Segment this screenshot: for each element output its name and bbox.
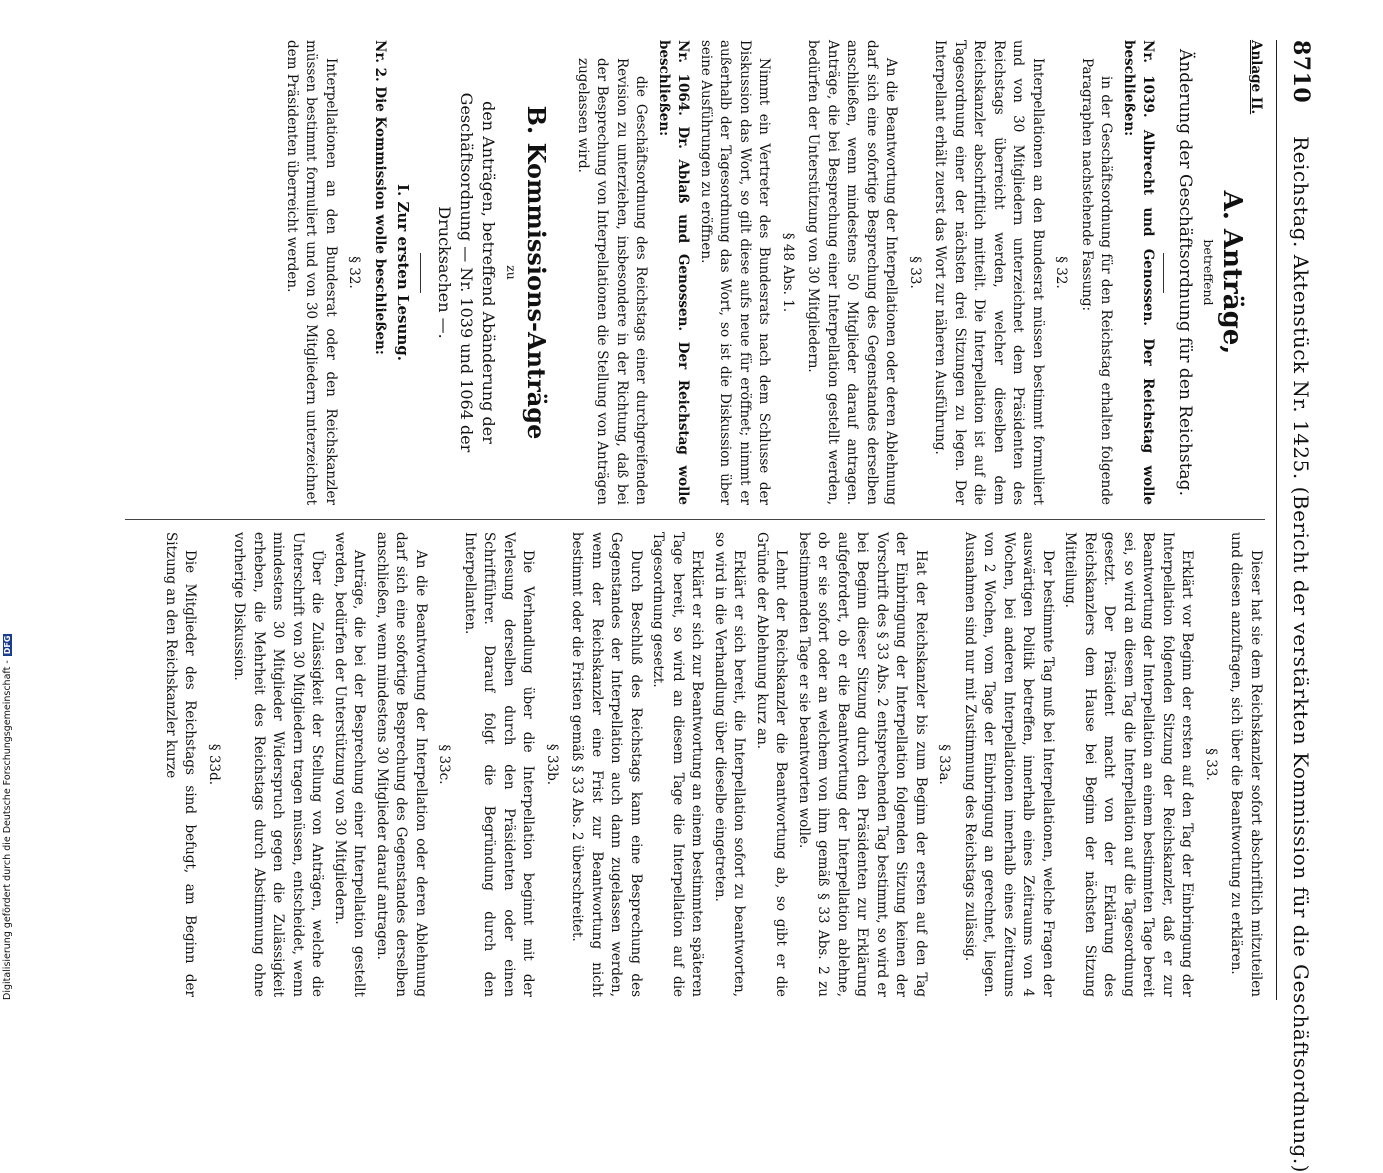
paragraph-48-text: Nimmt ein Vertreter des Bundesrats nach dem Schlusse der Diskussion das Wort, so gilt diese aufs neue für eröffnet; nimmt er außerhalb der Tagesordnung das Wort, so ist die Diskussion über seine Ausführungen zu eröffnen. bbox=[698, 40, 773, 505]
dfg-logo: DFG bbox=[3, 635, 12, 655]
rotated-scan bbox=[75, 40, 1315, 1173]
left-column bbox=[279, 40, 1266, 505]
nr1064-heading bbox=[654, 40, 693, 505]
nr1039-body: in der Geschäftsordnung für den Reichstag erhalten folgende Paragraphen nachstehende Fassung: bbox=[1079, 58, 1115, 505]
erste-lesung-heading: I. Zur ersten Lesung. bbox=[394, 184, 413, 361]
paragraph-33-text: An die Beantwortung der Interpellationen oder deren Ablehnung darf sich eine sofortige Besprechung des Gegenstandes derselben anschließen, wenn mindestens 50 Mitglieder darauf antragen. Anträge, die bei Besprechung einer Interpellation gestellt werden, bedürfen der Unterstützung von 30 Mitgliedern. bbox=[805, 40, 900, 505]
anlage-label: Anlage II. bbox=[1248, 40, 1264, 115]
paragraph-33a-text-3: Erklärt er sich bereit, die Interpellation sofort zu beantworten, so wird in die Verhandlung über dieselbe eingetreten. bbox=[712, 532, 748, 997]
intro-text: Dieser hat sie dem Reichskanzler sofort abschriftlich mitzuteilen und diesen anzufragen, sich über die Beantwortung zu erklären. bbox=[1228, 532, 1264, 997]
paragraph-33r-text-2: Der bestimmte Tag muß bei Interpellationen, welche Fragen der auswärtigen Politik betreffen, innerhalb eines Zeitraums von 4 Wochen, bei anderen Interpellationen innerhalb eines Zeitraums von 2 Wochen, vom Tage der Einbringung an gerechnet, liegen. Ausnahmen sind nur mit Zustimmung des Reichstags zulässig. bbox=[962, 532, 1056, 997]
digitization-footer bbox=[2, 600, 16, 1000]
paragraph-33-label: § 33. bbox=[907, 256, 923, 289]
paragraph-33c-text-1: An die Beantwortung der Interpellation oder deren Ablehnung darf sich eine sofortige Besprechung des Gegenstandes derselben anschließen, wenn mindestens 30 Mitglieder darauf antragen. bbox=[374, 532, 429, 997]
paragraph-33a-text-5: Durch Beschluß des Reichstags kann eine Besprechung des Gegenstandes der Interpellation auch dann zugelassen werden, wenn der Reichskanzler eine Frist zur Beantwortung nicht bestimmt oder die Fristen gemäß § 33 Abs. 2 überschreitet. bbox=[569, 532, 644, 997]
nr1039-heading bbox=[1119, 40, 1158, 505]
paragraph-33c-label: § 33c. bbox=[436, 744, 453, 785]
footer-text: Digitalisierung gefördert durch die Deutsche Forschungsgemeinschaft - bbox=[2, 660, 13, 1000]
paragraph-33a-text-4: Erklärt er sich zur Beantwortung an einem bestimmten späteren Tage bereit, so wird an diesem Tage die Interpellation auf die Tagesordnung gesetzt. bbox=[650, 532, 706, 997]
paragraph-32b-text: Interpellationen an den Bundesrat oder den Reichskanzler müssen bestimmt formuliert und von 30 Mitgliedern unterzeichnet dem Präsidenten überreicht werden. bbox=[284, 40, 339, 505]
nr1064-text: Nr. 1064. Dr. Ablaß und Genossen. Der Reichstag wolle beschließen: bbox=[656, 40, 692, 505]
section-b-topic: den Anträgen, betreffend Abänderung der Geschäftsordnung — Nr. 1039 und 1064 der Drucksachen —. bbox=[435, 92, 499, 453]
paragraph-33c-text-3: Über die Zulässigkeit der Stellung von Anträgen, welche die Unterschrift von 30 Mitgliedern tragen müssen, entscheidet, wenn mindestens 30 Mitglieder Widerspruch gegen die Zulässigkeit erheben, die Mehrheit des Reichstags durch Abstimmung ohne vorherige Diskussion. bbox=[231, 532, 326, 997]
paragraph-33b-label: § 33b. bbox=[544, 743, 560, 786]
nr1064-body: die Geschäftsordnung des Reichstags einer durchgreifenden Revision zu unterziehen, insbesondere in der Richtung, daß bei der Besprechung von Interpellationen die Stellung von Anträgen zugelassen wird. bbox=[575, 58, 650, 505]
paragraph-33d-label: § 33d. bbox=[206, 743, 222, 786]
section-a-topic: Änderung der Geschäftsordnung für den Reichstag. bbox=[1175, 49, 1196, 496]
divider bbox=[421, 253, 422, 293]
paragraph-48-label: § 48 Abs. 1. bbox=[780, 232, 796, 313]
paragraph-33r-label: § 33. bbox=[1203, 748, 1219, 781]
paragraph-32b-label: § 32. bbox=[346, 256, 363, 289]
paragraph-33a-text-2: Lehnt der Reichskanzler die Beantwortung ab, so gibt er die Gründe der Ablehnung kurz an. bbox=[754, 532, 790, 997]
paragraph-32-text: Interpellationen an den Bundesrat müssen bestimmt formuliert und von 30 Mitgliedern unterzeichnet dem Präsidenten des Reichstags überreicht werden, welcher dieselben dem Reichskanzler abschriftlich mitteilt. Die Interpellation ist auf die Tagesordnung einer der nächsten drei Sitzungen zu legen. Der Interpellant erhält zuerst das Wort zur näheren Ausführung. bbox=[932, 40, 1046, 505]
header-title: Reichstag. Aktenstück Nr. 1425. (Bericht der verstärkten Kommission für die Geschäftsordnung.) bbox=[1289, 136, 1314, 1173]
paragraph-33a-label: § 33a. bbox=[936, 744, 953, 785]
betreffend-label: betreffend bbox=[1201, 239, 1216, 306]
zu-label: zu bbox=[504, 265, 519, 280]
paragraph-33b-text: Die Verhandlung über die Interpellation beginnt mit der Verlesung derselben durch den Präsidenten oder einen Schriftführer. Darauf folgt die Begründung durch den Interpellanten. bbox=[462, 532, 537, 997]
nr2-heading bbox=[370, 40, 390, 505]
divider bbox=[1164, 253, 1165, 293]
section-b-title: B. Kommissions-Anträge bbox=[522, 105, 552, 440]
right-column bbox=[158, 532, 1266, 997]
column-divider bbox=[125, 519, 1265, 520]
paragraph-33d-text: Die Mitglieder des Reichstags sind befugt, am Beginn der Sitzung an den Reichskanzler kurze bbox=[163, 532, 199, 997]
paragraph-32-label: § 32. bbox=[1053, 256, 1070, 289]
paragraph-33r-text-1: Erklärt vor Beginn der ersten auf den Tag der Einbringung der Interpellation folgenden Sitzung der Reichskanzler, daß er zur Beantwortung der Interpellation an einem bestimmten Tage bereit sei, so wird an diesem Tag die Interpellation auf die Tagesordnung gesetzt. Der Präsident macht von der Erklärung des Reichskanzlers dem Hause bei Beginn der nächsten Sitzung Mitteilung. bbox=[1062, 532, 1196, 997]
page-number: 8710 bbox=[1288, 40, 1315, 104]
section-a-title: A. Anträge, bbox=[1217, 190, 1248, 355]
nr2-text: Nr. 2. Die Kommission wolle beschließen: bbox=[372, 40, 388, 355]
running-header bbox=[1275, 40, 1315, 1173]
nr1039-text: Nr. 1039. Albrecht und Genossen. Der Reichstag wolle beschließen: bbox=[1121, 40, 1157, 505]
paragraph-33c-text-2: Anträge, die bei der Besprechung einer Interpellation gestellt werden, bedürfen der Unterstützung von 30 Mitgliedern. bbox=[332, 532, 368, 997]
header-rule bbox=[1276, 40, 1277, 1000]
paragraph-33a-text-1: Hat der Reichskanzler bis zum Beginn der ersten auf den Tag der Einbringung der Interpellation folgenden Sitzung keinen der Vorschrift des § 33 Abs. 2 entsprechenden Tag bestimmt, so wird er bei Beginn dieser Sitzung durch den Präsidenten zur Erklärung aufgefordert, ob er die Beantwortung der Interpellation ablehne, ob er sie sofort oder an welchem von ihm gemäß § 33 Abs. 2 zu bestimmenden Tage er sie beantworten wolle. bbox=[796, 532, 929, 997]
